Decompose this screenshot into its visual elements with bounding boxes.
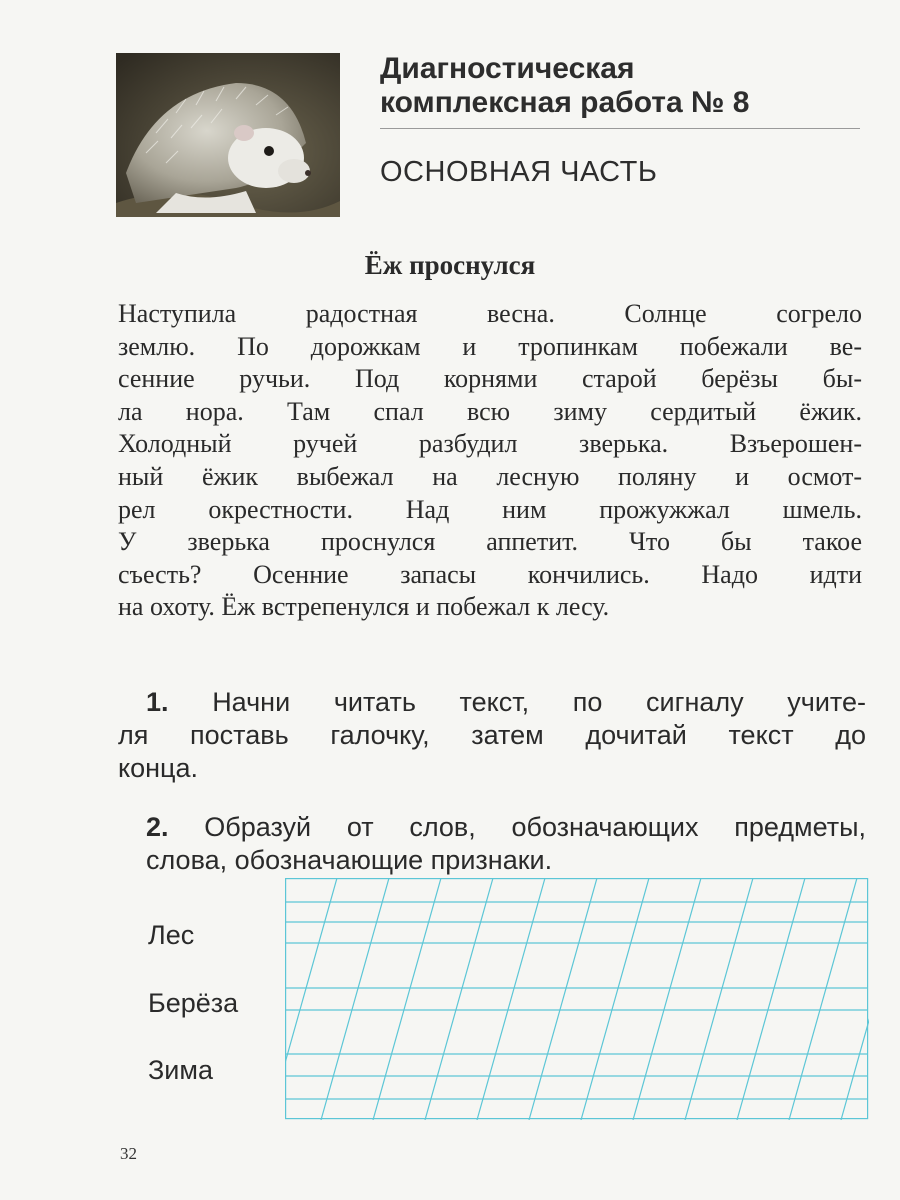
- grid-slant-line: [737, 878, 805, 1120]
- story-line: землю. По дорожкам и тропинкам побежали ве-: [118, 331, 862, 361]
- story-line: ный ёжик выбежал на лесную поляну и осмот-: [118, 461, 862, 491]
- story-line: ла нора. Там спал всю зиму сердитый ёжик.: [118, 396, 862, 426]
- grid-slant-line: [373, 878, 441, 1120]
- task-1: [118, 686, 866, 785]
- hedgehog-photo: [116, 53, 340, 217]
- word-bereza: Берёза: [148, 988, 239, 1018]
- grid-lines: [285, 878, 869, 1120]
- section-heading: ОСНОВНАЯ ЧАСТЬ: [380, 156, 658, 188]
- grid-slant-line: [789, 878, 857, 1120]
- story-line: Холодный ручей разбудил зверька. Взъерошен-: [118, 429, 862, 459]
- worksheet-title: [380, 52, 860, 120]
- task-1-line: [146, 686, 866, 719]
- title-divider: [380, 128, 860, 129]
- task-1-line: ля поставь галочку, затем дочитай текст до: [118, 720, 866, 750]
- story-line: Наступила радостная весна. Солнце согрело: [118, 299, 862, 328]
- grid-slant-line: [321, 878, 389, 1120]
- grid-slant-line: [477, 878, 545, 1120]
- story-line: У зверька проснулся аппетит. Что бы такое: [118, 527, 862, 557]
- story-line: на охоту. Ёж встрепенулся и побежал к лесу.: [118, 592, 610, 622]
- story-title: Ёж проснулся: [364, 250, 536, 280]
- grid-slant-line: [581, 878, 649, 1120]
- grid-slant-line: [841, 878, 869, 1120]
- task-2: [146, 811, 866, 877]
- word-les: Лес: [148, 920, 195, 950]
- grid-slant-line: [529, 878, 597, 1120]
- task-1-number: 1.: [146, 687, 169, 717]
- task-1-text: Начни читать текст, по сигналу учите-: [212, 687, 866, 717]
- story-line: рел окрестности. Над ним прожужжал шмель.: [118, 494, 862, 524]
- page-number: 32: [120, 1144, 137, 1163]
- title-line-1: Диагностическая: [380, 52, 635, 85]
- task-2-line: [146, 811, 866, 844]
- story-line: съесть? Осенние запасы кончились. Надо идти: [118, 559, 862, 589]
- grid-slant-line: [685, 878, 753, 1120]
- task-2-number: 2.: [146, 812, 169, 842]
- story-text: [118, 298, 862, 624]
- word-zima: Зима: [148, 1055, 213, 1085]
- answer-writing-grid[interactable]: [285, 878, 869, 1125]
- task-2-line: слова, обозначающие признаки.: [146, 845, 553, 875]
- grid-slant-line: [633, 878, 701, 1120]
- hedgehog-image: [116, 53, 340, 217]
- task-1-line: конца.: [118, 753, 199, 783]
- grid-slant-line: [285, 878, 337, 1120]
- story-line: сенние ручьи. Под корнями старой берёзы бы-: [118, 364, 862, 394]
- grid-slant-line: [425, 878, 493, 1120]
- title-line-2: комплексная работа № 8: [380, 86, 750, 119]
- task-2-text: Образуй от слов, обозначающих предметы,: [204, 812, 866, 842]
